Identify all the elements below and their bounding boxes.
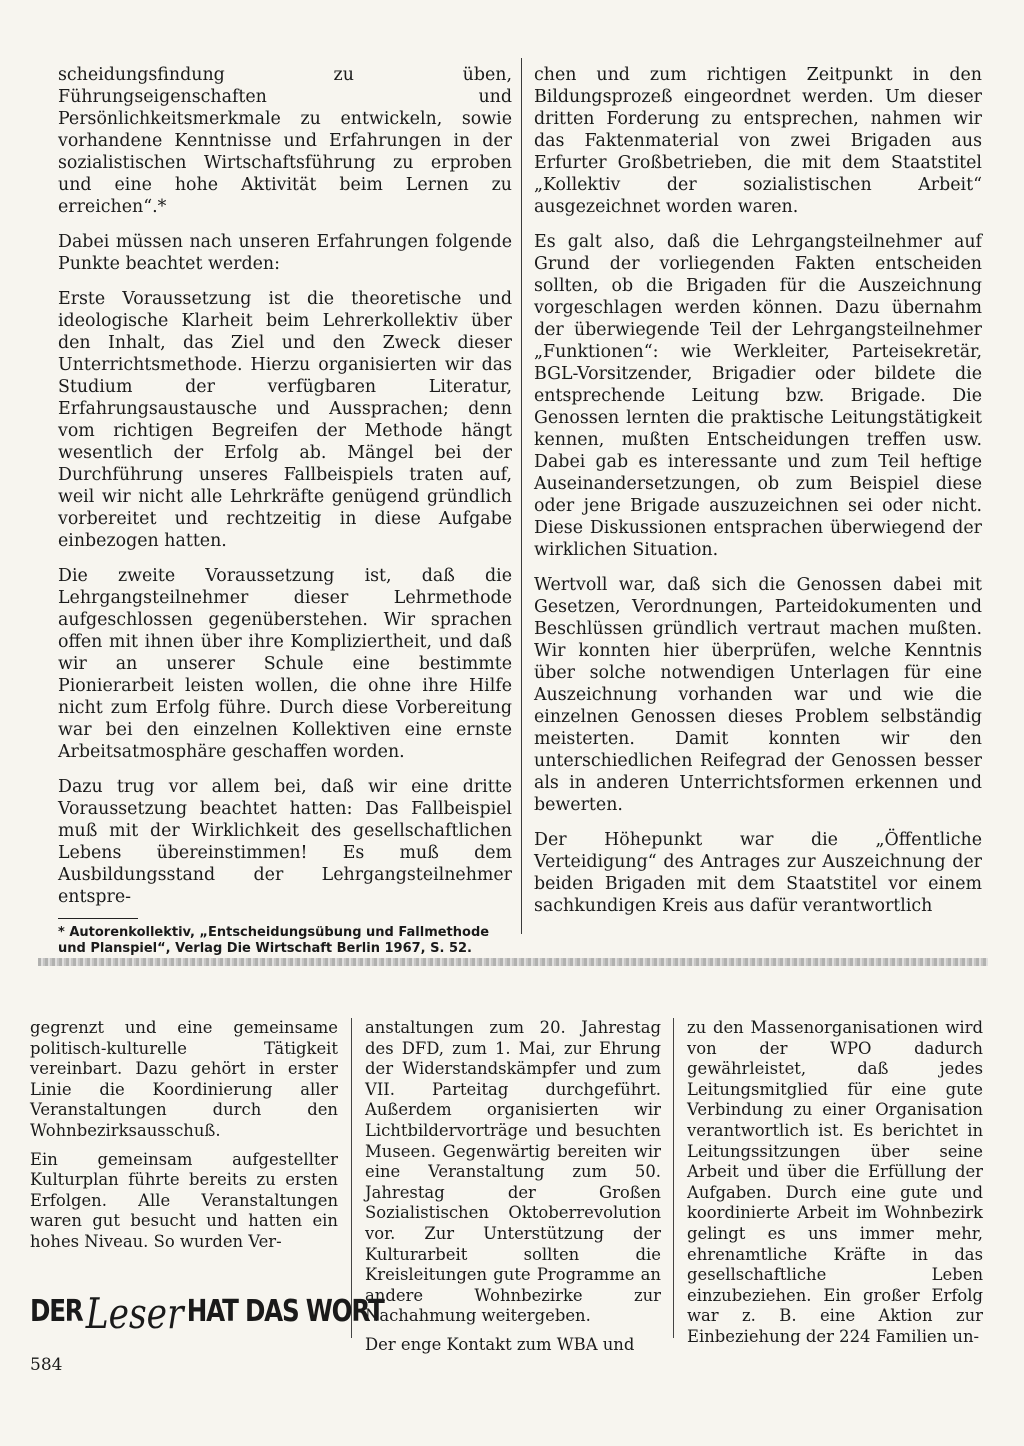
masthead-script-word: Leser — [85, 1288, 184, 1338]
masthead-part: HAT DAS WORT — [186, 1293, 384, 1329]
lower-column-2 — [365, 1018, 661, 1364]
paragraph: Ein gemeinsam aufgestellter Kulturplan führte bereits zu ersten Erfolgen. Alle Veranstaltungen waren gut besucht und hatten ein hohes Niveau. So wurden Ver- — [30, 1149, 338, 1251]
paragraph: Der Höhepunkt war die „Öffentliche Verteidigung“ des Antrages zur Auszeichnung der beiden Brigaden mit dem Staatstitel vor einem sachkundigen Kreis aus dafür verantwortlich — [534, 830, 982, 916]
lower-column-3 — [687, 1018, 983, 1356]
section-separator — [38, 958, 988, 966]
section-masthead — [30, 1288, 384, 1338]
paragraph: Dazu trug vor allem bei, daß wir eine dritte Voraussetzung beachtet hatten: Das Fallbeispiel muß mit der Wirklichkeit des gesellschaftlichen Lebens übereinstimmen! Es muß dem Ausbildungsstand der Lehrgangsteilnehmer entspre- — [58, 777, 512, 907]
paragraph: Wertvoll war, daß sich die Genossen dabei mit Gesetzen, Verordnungen, Parteidokumenten und Beschlüssen gründlich vertraut machen mußten. Wir konnten hier überprüfen, welche Kenntnis über solche notwendigen Unterlagen für eine Auszeichnung vorhanden war und wie die einzelnen Genossen dieses Problem selbständig meisterten. Damit konnten wir den unterschiedlichen Reifegrad der Genossen besser als in anderen Unterrichtsformen erkennen und bewerten. — [534, 575, 982, 815]
paragraph: gegrenzt und eine gemeinsame politisch-kulturelle Tätigkeit vereinbart. Dazu gehört in erster Linie die Koordinierung aller Veranstaltungen durch den Wohnbezirksausschuß. — [30, 1018, 338, 1140]
paragraph: Es galt also, daß die Lehrgangsteilnehmer auf Grund der vorliegenden Fakten entscheiden sollten, ob die Brigaden für die Auszeichnung vorgeschlagen werden können. Dazu übernahm der überwiegende Teil der Lehrgangsteilnehmer „Funktionen“: wie Werkleiter, Parteisekretär, BGL-Vorsitzender, Brigadier oder bildete die entsprechende Leitung bzw. Brigade. Die Genossen lernten die praktische Leitungstätigkeit kennen, mußten Entscheidungen treffen usw. Dabei gab es interessante und zum Teil heftige Auseinandersetzungen, ob zum Beispiel diese oder jene Brigade auszuzeichnen sei oder nicht. Diese Diskussionen entsprachen überwiegend der wirklichen Situation. — [534, 232, 982, 560]
column-divider — [521, 58, 522, 934]
lower-column-1 — [30, 1018, 338, 1261]
column-divider — [673, 1018, 674, 1338]
footnote-divider — [58, 918, 138, 919]
paragraph: Der enge Kontakt zum WBA und — [365, 1334, 635, 1354]
paragraph: anstaltungen zum 20. Jahrestag des DFD, zum 1. Mai, zur Ehrung der Widerstandskämpfer und zum VII. Parteitag durchgeführt. Außerdem organisierten wir Lichtbildervorträge und besuchten Museen. Gegenwärtig bereiten wir eine Veranstaltung zum 50. Jahrestag der Großen Sozialistischen Oktoberrevolution vor. Zur Unterstützung der Kulturarbeit sollten die Kreisleitungen gute Programme an andere Wohnbezirke zur Nachahmung weitergeben. — [365, 1018, 661, 1326]
paragraph: zu den Massenorganisationen wird von der WPO dadurch gewährleistet, daß jedes Leitungsmitglied für eine gute Verbindung zu einer Organisation verantwortlich ist. Es berichtet in Leitungssitzungen über seine Arbeit und über die Erfüllung der Aufgaben. Durch eine gute und koordinierte Arbeit im Wohnbezirk gelingt es uns immer mehr, ehrenamtliche Kräfte in das gesellschaftliche Leben einzubeziehen. Ein großer Erfolg war z. B. eine Aktion zur Einbeziehung der 224 Familien un- — [687, 1018, 983, 1346]
paragraph: Die zweite Voraussetzung ist, daß die Lehrgangsteilnehmer dieser Lehrmethode aufgeschlossen gegenüberstehen. Wir sprachen offen mit ihnen über ihre Kompliziertheit, und daß wir an unserer Schule eine bestimmte Pionierarbeit leisten wollen, die ohne ihre Hilfe nicht zum Erfolg führe. Durch diese Vorbereitung war bei den einzelnen Kollektiven eine ernste Arbeitsatmosphäre geschaffen worden. — [58, 566, 512, 762]
masthead-part: DER — [30, 1293, 83, 1329]
paragraph: scheidungsfindung zu üben, Führungseigenschaften und Persönlichkeitsmerkmale zu entwickeln, sowie vorhandene Kenntnisse und Erfahrungen in der sozialistischen Wirtschaftsführung zu erproben und eine hohe Aktivität beim Lernen zu erreichen“.* — [58, 65, 512, 217]
paragraph: Erste Voraussetzung ist die theoretische und ideologische Klarheit beim Lehrerkollektiv über den Inhalt, das Ziel und den Zweck dieser Unterrichtsmethode. Hierzu organisierten wir das Studium der verfügbaren Literatur, Erfahrungsaustausche und Aussprachen; denn vom richtigen Begreifen der Methode hängt wesentlich der Erfolg ab. Mängel bei der Durchführung unseres Fallbeispiels traten auf, weil wir nicht alle Lehrkräfte genügend gründlich vorbereitet und rechtzeitig in diese Aufgabe einbezogen hatten. — [58, 289, 512, 551]
upper-right-column — [534, 64, 982, 930]
page-number: 584 — [30, 1355, 63, 1375]
footnote: * Autorenkollektiv, „Entscheidungsübung und Fallmethode und Planspiel“, Verlag Die Wirtschaft Berlin 1967, S. 52. — [58, 925, 490, 956]
column-divider — [351, 1018, 352, 1338]
upper-left-column — [58, 64, 512, 970]
paragraph: Dabei müssen nach unseren Erfahrungen folgende Punkte beachtet werden: — [58, 232, 512, 274]
paragraph: chen und zum richtigen Zeitpunkt in den Bildungsprozeß eingeordnet werden. Um dieser dritten Forderung zu entsprechen, nahmen wir das Faktenmaterial von zwei Brigaden aus Erfurter Großbetrieben, die mit dem Staatstitel „Kollektiv der sozialistischen Arbeit“ ausgezeichnet worden waren. — [534, 65, 982, 217]
